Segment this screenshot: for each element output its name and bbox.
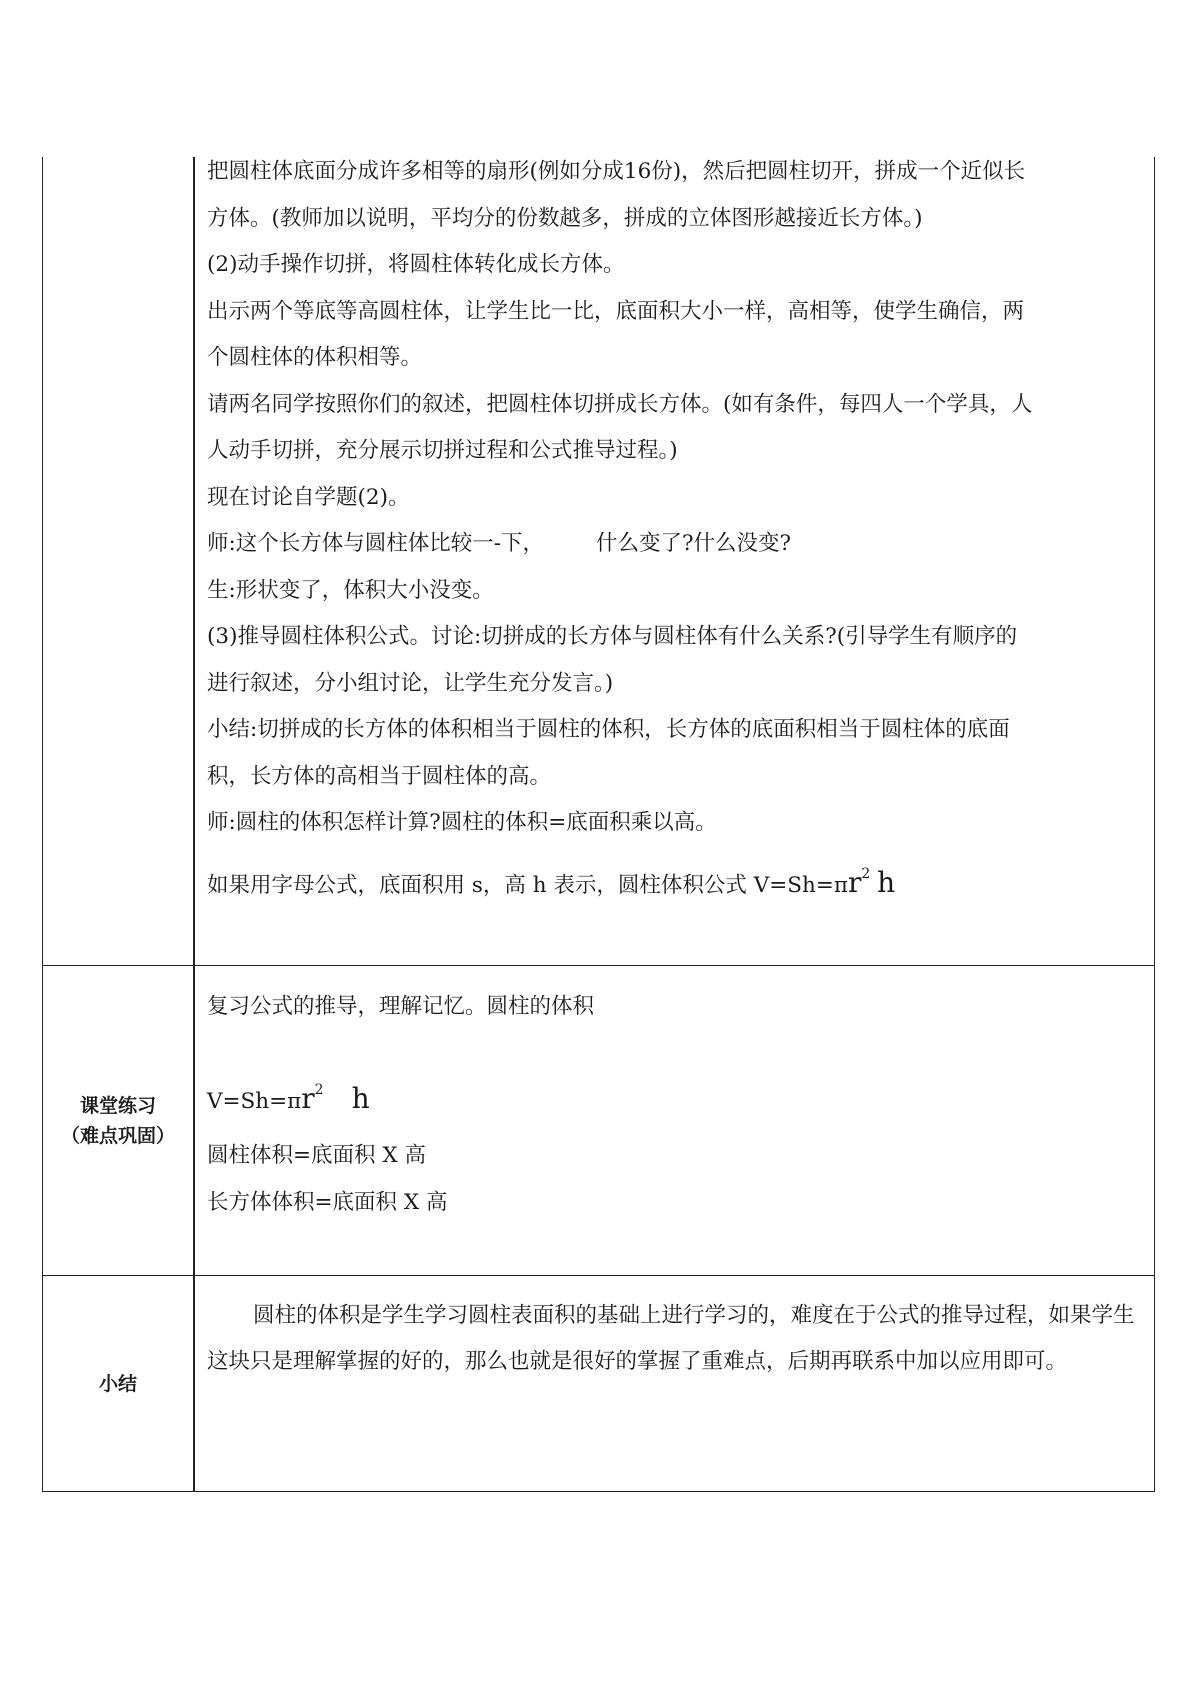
formula-prefix: 如果用字母公式，底面积用 s，高 h 表示，圆柱体积公式 V=Sh=π bbox=[207, 872, 848, 898]
row-label-line1: 课堂练习 bbox=[79, 1094, 156, 1117]
content-cell bbox=[194, 1276, 1155, 1492]
text-line: 积，长方体的高相当于圆柱体的高。 bbox=[207, 763, 552, 789]
text-line: 长方体体积=底面积 X 高 bbox=[207, 1189, 448, 1215]
row-label-line2: （难点巩固） bbox=[60, 1124, 175, 1147]
teacher-question-part-b: 什么变了?什么没变? bbox=[596, 531, 792, 556]
text-line: (3)推导圆柱体积公式。讨论:切拼成的长方体与圆柱体有什么关系?(引导学生有顺序的 bbox=[207, 624, 1018, 649]
content-block bbox=[195, 1276, 1154, 1491]
formula-line bbox=[207, 1067, 1136, 1126]
text-line: 师:圆柱的体积怎样计算?圆柱的体积=底面积乘以高。 bbox=[207, 810, 717, 835]
text-line: 把圆柱体底面分成许多相等的扇形(例如分成16份)，然后把圆柱切开，拼成一个近似长 bbox=[207, 159, 1026, 184]
formula-prefix: V=Sh=π bbox=[207, 1088, 302, 1114]
formula-exponent: 2 bbox=[861, 865, 871, 882]
text-line: 圆柱体积=底面积 X 高 bbox=[207, 1143, 426, 1168]
table-row bbox=[43, 966, 1155, 1276]
formula-h: h bbox=[877, 865, 896, 899]
table-row bbox=[43, 1276, 1155, 1492]
text-line: 方体。(教师加以说明，平均分的份数越多，拼成的立体图形越接近长方体。) bbox=[207, 205, 923, 231]
formula-exponent: 2 bbox=[314, 1081, 324, 1098]
spacer bbox=[207, 1031, 1136, 1067]
formula-r: r bbox=[847, 865, 862, 899]
text-line: 小结:切拼成的长方体的体积相当于圆柱的体积，长方体的底面积相当于圆柱体的底面 bbox=[207, 717, 1010, 742]
content-cell bbox=[194, 157, 1155, 966]
teacher-question-part-a: 师:这个长方体与圆柱体比较一-下， bbox=[207, 531, 545, 556]
text-line: 现在讨论自学题(2)。 bbox=[207, 484, 410, 510]
row-label-text: 小结 bbox=[98, 1372, 137, 1395]
text-line: 出示两个等底等高圆柱体，让学生比一比，底面积大小一样，高相等，使学生确信，两 bbox=[207, 298, 1025, 324]
text-line: 复习公式的推导，理解记忆。圆柱的体积 bbox=[207, 994, 595, 1019]
formula-line bbox=[207, 851, 1136, 910]
row-label-empty bbox=[43, 157, 195, 966]
text-line: (2)动手操作切拼，将圆柱体转化成长方体。 bbox=[207, 252, 625, 277]
text-line: 个圆柱体的体积相等。 bbox=[207, 345, 423, 370]
text-line: 请两名同学按照你们的叙述，把圆柱体切拼成长方体。(如有条件，每四人一个学具，人 bbox=[207, 391, 1033, 417]
lesson-plan-table bbox=[42, 157, 1155, 1492]
row-label-summary bbox=[43, 1276, 195, 1492]
content-block bbox=[195, 966, 1154, 1275]
row-label-practice bbox=[43, 966, 195, 1276]
formula-h: h bbox=[351, 1081, 370, 1115]
summary-paragraph: 圆柱的体积是学生学习圆柱表面积的基础上进行学习的，难度在于公式的推导过程，如果学生这块只是理解掌握的好的，那么也就是很好的掌握了重难点，后期再联系中加以应用即可。 bbox=[207, 1303, 1135, 1374]
teacher-question-line bbox=[207, 521, 1136, 568]
content-block bbox=[195, 149, 1154, 965]
text-line: 人动手切拼，充分展示切拼过程和公式推导过程。) bbox=[207, 438, 678, 463]
formula-r: r bbox=[301, 1081, 315, 1115]
text-line: 进行叙述，分小组讨论，让学生充分发言。) bbox=[207, 670, 614, 696]
table-row bbox=[43, 157, 1155, 966]
content-cell bbox=[194, 966, 1155, 1276]
text-line: 生:形状变了，体积大小没变。 bbox=[207, 577, 494, 603]
